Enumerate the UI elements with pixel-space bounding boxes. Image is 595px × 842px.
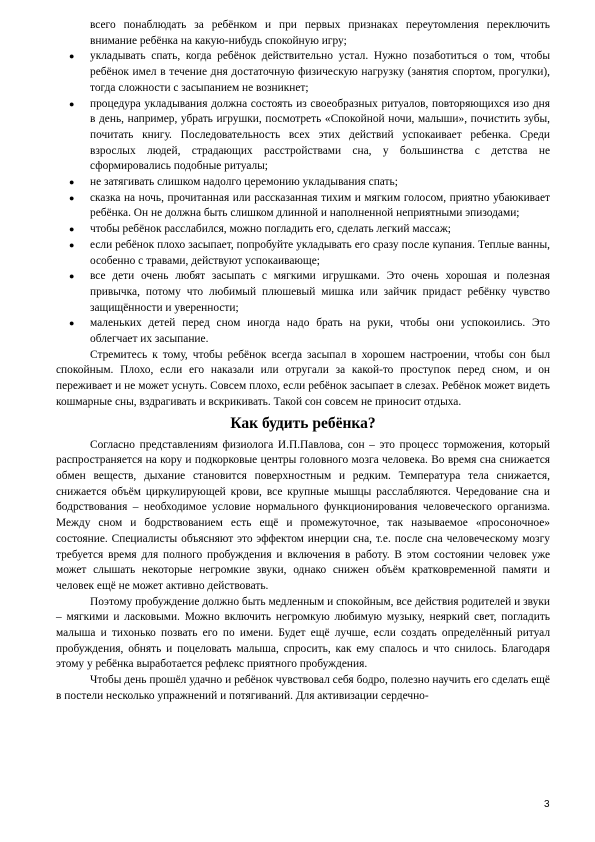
paragraph: Согласно представлениям физиолога И.П.Павлова, сон – это процесс торможения, который распространяется на кору и подкорковые центры головного мозга человека. Во время сна снижается обмен веществ, дыхание становится поверхностным и редким. Температура тела снижается, снижается объём циркулирующей крови, все крупные мышцы расслабляются. Чередование сна и бодрствования – необходимое условие нормального функционирования человеческого организма. Между сном и бодрствованием есть ещё и промежуточное, так называемое «просоночное» состояние. Специалисты объясняют это эффектом инерции сна, т.е. после сна человеческому мозгу требуется время для полного пробуждения и включения в работу. В этом состоянии человек уже может слышать некоторые негромкие звуки, однако снижен объём кратковременной памяти и человек ещё не может активно действовать. <box>56 438 550 592</box>
bullet-icon: ● <box>69 224 75 235</box>
list-item-text: все дети очень любят засыпать с мягкими игрушками. Это очень хорошая и полезная привычка, потому что любимый плюшевый мишка или зайчик придаст ребёнку чувство защищённости и уверенности; <box>90 270 550 314</box>
list-item-text: процедура укладывания должна состоять из своеобразных ритуалов, повторяющихся изо дня в день, например, убрать игрушки, посмотреть «Спокойной ночи, малыши», почистить зубы, почитать книгу. Последовательность всех этих действий успокаивает ребенка. Среди взрослых людей, страдающих расстройствами сна, у большинства с детства не сформировались подобные ритуалы; <box>90 97 550 173</box>
bullet-icon: ● <box>69 271 75 282</box>
list-item <box>56 175 550 191</box>
list-item-text: чтобы ребёнок расслабился, можно погладить его, сделать легкий массаж; <box>90 223 451 236</box>
list-item <box>56 269 550 316</box>
bullet-icon: ● <box>69 318 75 329</box>
list-item-text: укладывать спать, когда ребёнок действительно устал. Нужно позаботиться о том, чтобы ребёнок имел в течение дня достаточную физическую нагрузку (занятия спортом, прогулки), тогда сложности с засыпанием не возникнет; <box>90 50 550 94</box>
bullet-icon: ● <box>69 51 75 62</box>
list-item-text: если ребёнок плохо засыпает, попробуйте укладывать его сразу после купания. Теплые ванны, особенно с травами, действуют успокаивающе; <box>90 238 550 267</box>
list-item <box>56 222 550 238</box>
list-item <box>56 316 550 347</box>
paragraph: Чтобы день прошёл удачно и ребёнок чувствовал себя бодро, полезно научить его сделать ещё в постели несколько упражнений и потягиваний. Для активизации сердечно- <box>56 674 550 702</box>
bullet-icon: ● <box>69 177 75 188</box>
bullet-icon: ● <box>69 98 75 109</box>
list-item-text: сказка на ночь, прочитанная или рассказанная тихим и мягким голосом, приятно убаюкивает ребёнка. Он не должна быть слишком длинной и наполненной неприятными эпизодами; <box>90 191 550 220</box>
list-item <box>56 238 550 269</box>
continued-list-item: всего понаблюдать за ребёнком и при первых признаках переутомления переключить внимание ребёнка на какую-нибудь спокойную игру; <box>90 19 550 47</box>
list-item <box>56 49 550 96</box>
section-heading: Как будить ребёнка? <box>230 414 376 432</box>
list-item-text: не затягивать слишком надолго церемонию укладывания спать; <box>90 176 398 189</box>
paragraph: Поэтому пробуждение должно быть медленным и спокойным, все действия родителей и звуки – мягкими и ласковыми. Можно включить негромкую любимую музыку, неяркий свет, погладить малыша и тихонько позвать его по имени. Будет ещё лучше, если создать определённый ритуал пробуждения, обнять и поцеловать малыша, спросить, как ему спалось и что снилось. Благодаря этому у ребёнка выработается рефлекс приятного пробуждения. <box>56 595 550 671</box>
bullet-icon: ● <box>69 192 75 203</box>
page-number: 3 <box>544 799 550 810</box>
page-content <box>56 18 550 705</box>
bullet-icon: ● <box>69 239 75 250</box>
paragraph: Стремитесь к тому, чтобы ребёнок всегда засыпал в хорошем настроении, чтобы сон был спокойным. Плохо, если его наказали или отругали за какой-то проступок перед сном, и он переживает и не может уснуть. Совсем плохо, если ребёнок засыпает в слезах. Ребёнок может видеть кошмарные сны, вздрагивать и вскрикивать. Такой сон совсем не приносит отдыха. <box>56 348 550 408</box>
list-item <box>56 97 550 176</box>
list-item <box>56 191 550 222</box>
bullet-list <box>56 49 550 347</box>
list-item-text: маленьких детей перед сном иногда надо брать на руки, чтобы они успокоились. Это облегчает их засыпание. <box>90 317 550 346</box>
